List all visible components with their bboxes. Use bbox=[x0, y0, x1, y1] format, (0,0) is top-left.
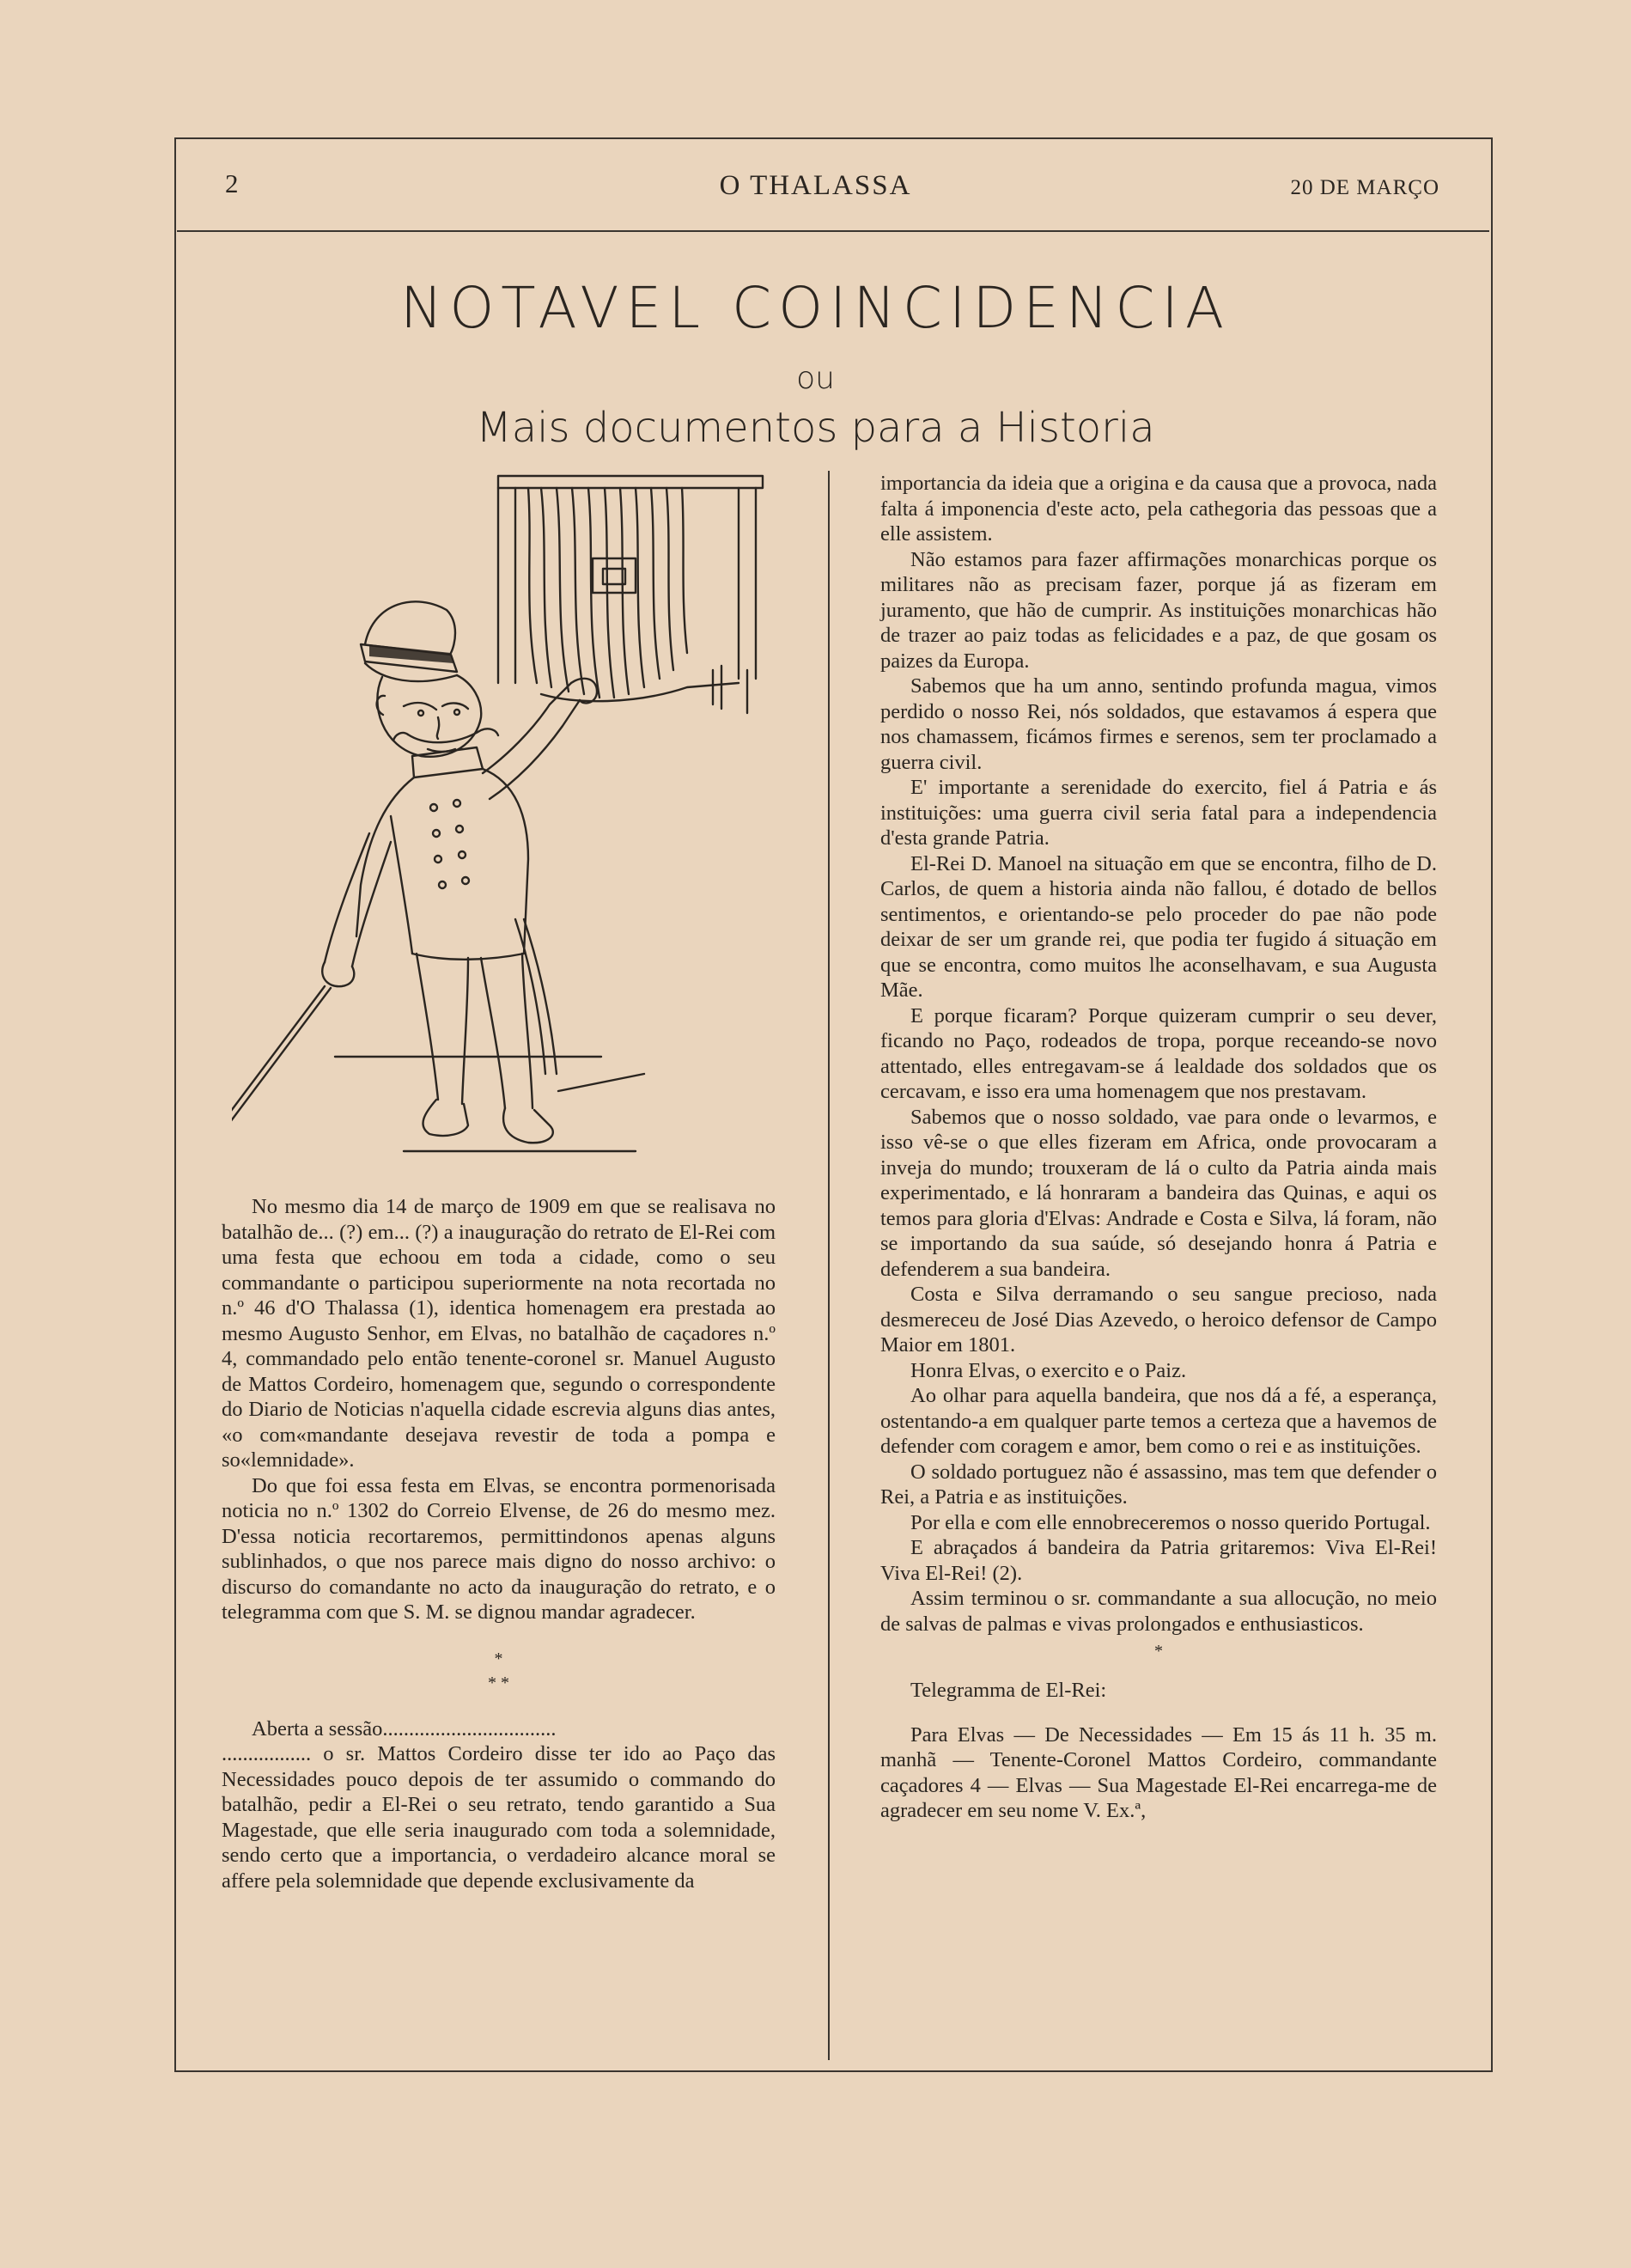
left-paragraph-3: Aberta a sessão................................. bbox=[252, 1716, 557, 1741]
article-subtitle: Mais documentos para a Historia bbox=[476, 404, 1155, 452]
right-paragraph-5: El-Rei D. Manoel na situação em que se encontra, filho de D. Carlos, de quem a historia ainda não fallou, é dotado de bellos sentimentos, e orientando-se pelo proceder do pae não pode deixar de ser um grande rei, que podia ter fugido á situação em que se encontra, como muitos lhe aconselhavam, e sua Augusta Mãe. bbox=[880, 851, 1437, 1002]
issue-date: 20 DE MARÇO bbox=[1290, 176, 1439, 199]
header-rule bbox=[177, 230, 1489, 232]
separator-star: * bbox=[1154, 1642, 1163, 1661]
right-paragraph-4: E' importante a serenidade do exercito, fiel á Patria e ás instituições: uma guerra civil seria fatal para a independencia d'esta grande Patria. bbox=[880, 776, 1437, 850]
left-column bbox=[222, 1194, 776, 1893]
headline-connector: ou bbox=[796, 361, 835, 396]
right-paragraph-8: Costa e Silva derramando o seu sangue precioso, nada desmereceu de José Dias Azevedo, o heroico defensor de Campo Maior em 1801. bbox=[880, 1283, 1437, 1357]
right-paragraph-3: Sabemos que ha um anno, sentindo profunda magua, vimos perdido o nosso Rei, nós soldados, que estavamos á espera que nos chamassem, ficámos firmes e serenos, sem ter proclamado a guerra civil. bbox=[880, 674, 1437, 774]
right-paragraph-10: Ao olhar para aquella bandeira, que nos dá a fé, a esperança, ostentando-a em qualquer parte temos a certeza que a havemos de defender com coragem e amor, bem como o rei e as instituições. bbox=[880, 1384, 1437, 1458]
right-paragraph-12: Por ella e com elle ennobreceremos o nosso querido Portugal. bbox=[910, 1510, 1431, 1534]
right-paragraph-14: Assim terminou o sr. commandante a sua allocução, no meio de salvas de palmas e vivas prolongados e enthusiasticos. bbox=[880, 1587, 1437, 1636]
article-headline: NOTAVEL COINCIDENCIA bbox=[399, 275, 1232, 341]
right-paragraph-13: E abraçados á bandeira da Patria gritaremos: Viva El-Rei! Viva El-Rei! (2). bbox=[880, 1536, 1437, 1585]
left-paragraph-2: Do que foi essa festa em Elvas, se encontra pormenorisada noticia no n.º 1302 do Correio Elvense, de 26 do mesmo mez. D'essa noticia recortaremos, permittindonos apenas alguns sublinhados, o que nos parece mais digno do nosso archivo: o discurso do comandante no acto da inauguração do retrato, e o telegramma com que S. M. se dignou mandar agradecer. bbox=[222, 1473, 776, 1624]
caricature-illustration bbox=[232, 472, 782, 1168]
right-paragraph-9: Honra Elvas, o exercito e o Paiz. bbox=[910, 1358, 1187, 1382]
right-column bbox=[880, 471, 1437, 1824]
telegram-heading: Telegramma de El-Rei: bbox=[910, 1679, 1107, 1702]
right-paragraph-2: Não estamos para fazer affirmações monarchicas porque os militares não as precisam fazer, porque já as fizeram em juramento, que hão de cumprir. As instituições monarchicas hão de trazer ao paiz todas as felicidades e a paz, de que gosam os paizes da Europa. bbox=[880, 547, 1437, 673]
separator-stars-bottom: * * bbox=[488, 1673, 509, 1692]
right-paragraph-1: importancia da ideia que a origina e da causa que a provoca, nada falta á imponencia d'este acto, pela cathegoria das pessoas que a elle assistem. bbox=[880, 472, 1437, 546]
masthead: O THALASSA bbox=[719, 170, 912, 201]
right-paragraph-7: Sabemos que o nosso soldado, vae para onde o levarmos, e isso vê-se o que elles fizeram em Africa, onde provocaram a inveja do mundo; trouxeram de lá o culto da Patria ainda mais experimentado, e lá honraram a bandeira das Quinas, e aqui os temos para gloria d'Elvas: Andrade e Costa e Silva, lá foram, não se importando da sua saúde, só desejando honra á Patria e defenderem a sua bandeira. bbox=[880, 1105, 1437, 1281]
telegram-text: Para Elvas — De Necessidades — Em 15 ás 11 h. 35 m. manhã — Tenente-Coronel Mattos Cordeiro, commandante caçadores 4 — Elvas — Sua Magestade El-Rei encarrega-me de agradecer em seu nome V. Ex.ª, bbox=[880, 1722, 1437, 1822]
right-paragraph-6: E porque ficaram? Porque quizeram cumprir o seu dever, ficando no Paço, rodeados de tropa, porque receando-se novo attentado, elles entregavam-se á lealdade dos soldados que os cercavam, e isso era uma homenagem que nos prestavam. bbox=[880, 1003, 1437, 1103]
column-divider bbox=[828, 471, 830, 2060]
right-paragraph-11: O soldado portuguez não é assassino, mas tem que defender o Rei, a Patria e as instituições. bbox=[880, 1460, 1437, 1509]
separator-stars-top: * bbox=[494, 1649, 503, 1668]
page-number: 2 bbox=[225, 168, 239, 198]
left-paragraph-1: No mesmo dia 14 de março de 1909 em que se realisava no batalhão de... (?) em... (?) a inauguração do retrato de El-Rei com uma festa que echoou em toda a cidade, como o seu commandante o participou superiormente na nota recortada no n.º 46 d'O Thalassa (1), identica homenagem era prestada ao mesmo Augusto Senhor, em Elvas, no batalhão de caçadores n.º 4, commandado pelo então tenente-coronel sr. Manuel Augusto de Mattos Cordeiro, homenagem que, segundo o correspondente do Diario de Noticias n'aquella cidade escrevia alguns dias antes, «o com«mandante desejava revestir de toda a pompa e so«lemnidade». bbox=[222, 1195, 776, 1472]
left-paragraph-4: ................. o sr. Mattos Cordeiro disse ter ido ao Paço das Necessidades pouco depois de ter assumido o commando do batalhão, pedir a El-Rei o seu retrato, tendo garantido a Sua Magestade, que elle seria inaugurado com toda a solemnidade, sendo certo que a importancia, o verdadeiro alcance moral se affere pela solemnidade que depende exclusivamente da bbox=[222, 1742, 776, 1893]
